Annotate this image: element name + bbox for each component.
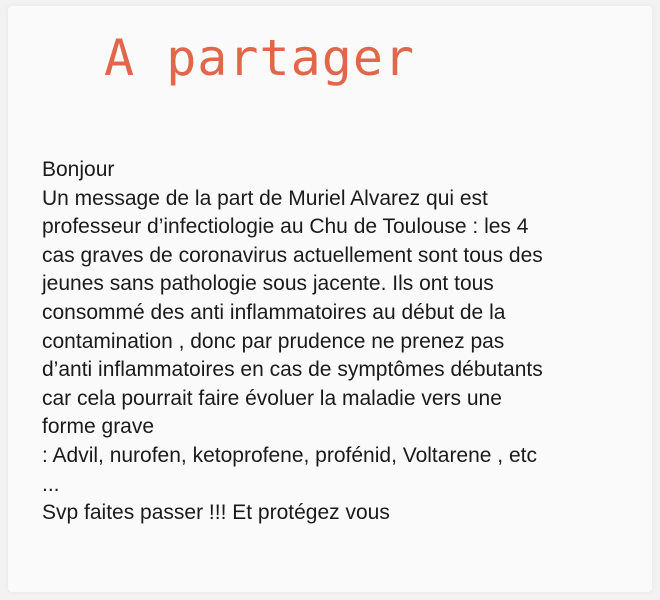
message-line: Svp faites passer !!! Et protégez vous — [42, 501, 390, 525]
message-line: forme grave — [42, 415, 155, 439]
post-title: A partager — [104, 29, 416, 87]
message-card — [8, 6, 652, 592]
message-line: Un message de la part de Muriel Alvarez qui est — [42, 186, 488, 210]
message-line: d’anti inflammatoires en cas de symptômes débutants — [42, 358, 543, 382]
message-body — [42, 156, 652, 528]
message-line: cas graves de coronavirus actuellement sont tous des — [42, 243, 543, 267]
message-line: consommé des anti inflammatoires au début de la — [42, 300, 506, 324]
message-line: Bonjour — [42, 158, 115, 181]
message-line: : Advil, nurofen, ketoprofene, profénid, Voltarene , etc — [42, 443, 537, 467]
message-line: contamination , donc par prudence ne prenez pas — [42, 329, 505, 353]
message-line: ... — [42, 472, 60, 496]
message-line: car cela pourrait faire évoluer la maladie vers une — [42, 386, 502, 410]
message-line: jeunes sans pathologie sous jacente. Ils ont tous — [42, 272, 494, 296]
message-line: professeur d’infectiologie au Chu de Toulouse : les 4 — [42, 215, 529, 239]
